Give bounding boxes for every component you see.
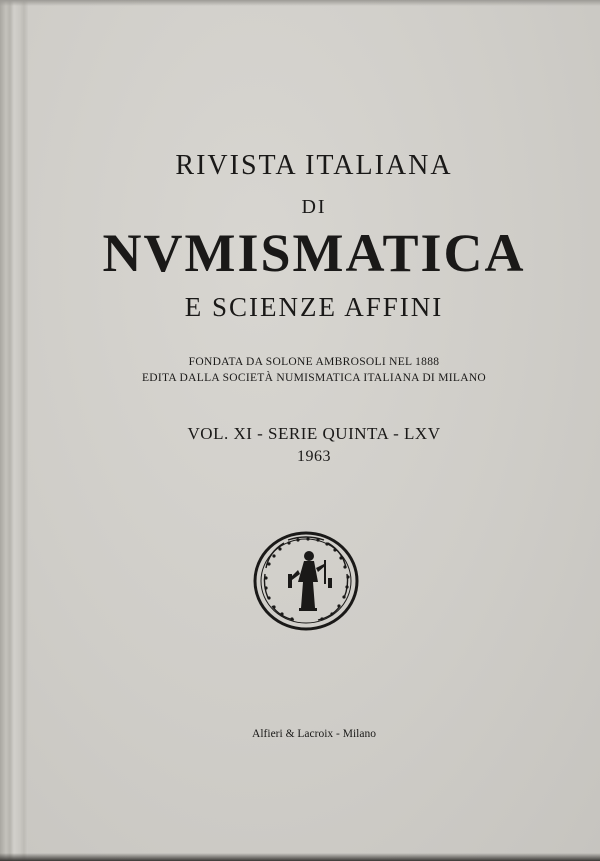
coin-emblem-icon <box>252 530 360 632</box>
journal-title-main: NVMISMATICA <box>102 223 526 283</box>
journal-title-line2: DI <box>301 196 327 218</box>
volume-series: VOL. XI - SERIE QUINTA - LXV <box>187 424 441 443</box>
top-shadow <box>0 0 600 6</box>
journal-title-line1: RIVISTA ITALIANA <box>175 150 453 181</box>
journal-title-line4: E SCIENZE AFFINI <box>184 292 444 322</box>
issue-year: 1963 <box>297 448 331 465</box>
founding-line2: EDITA DALLA SOCIETÀ NUMISMATICA ITALIANA DI MILANO <box>141 372 487 384</box>
founding-line1: FONDATA DA SOLONE AMBROSOLI NEL 1888 <box>188 356 440 368</box>
bottom-shadow <box>0 853 600 861</box>
page-edge <box>0 0 29 861</box>
publisher: Alfieri & Lacroix - Milano <box>252 728 376 740</box>
